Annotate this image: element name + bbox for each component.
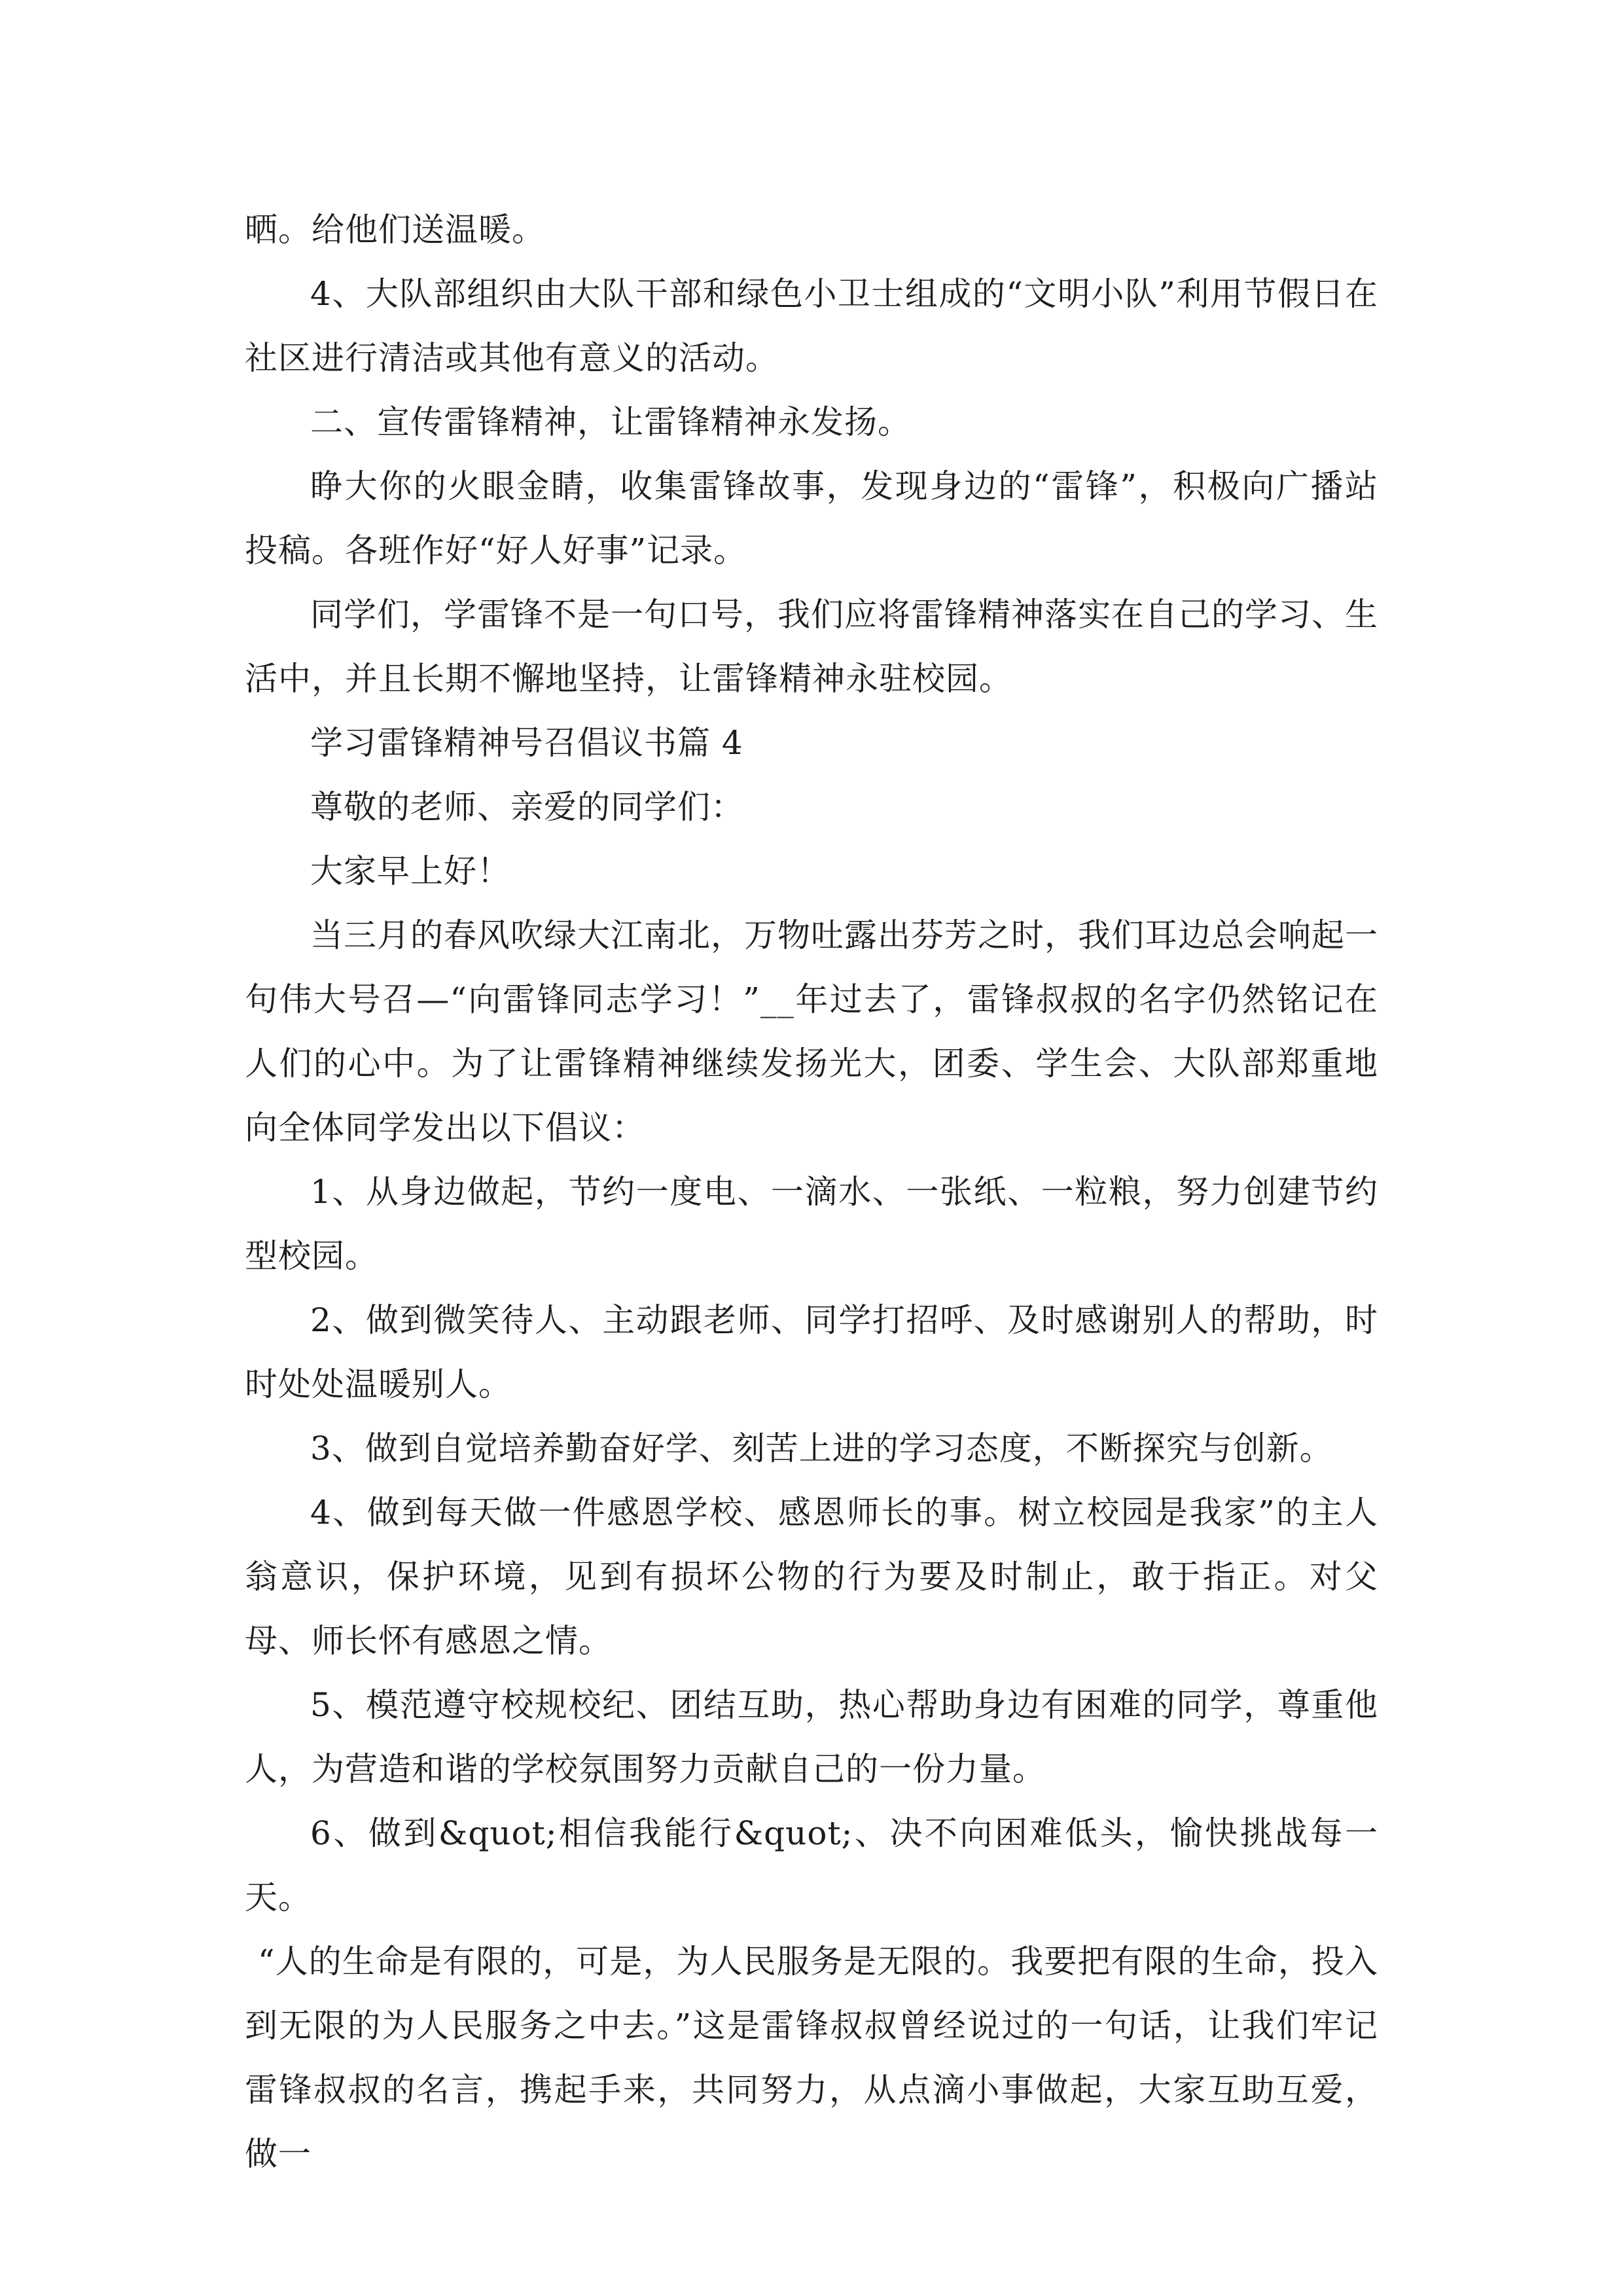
proposal-item-1: 1、从身边做起，节约一度电、一滴水、一张纸、一粒粮，努力创建节约型校园。 (245, 1173, 1378, 1275)
article-title-part-4: 学习雷锋精神号召倡议书篇 4 (310, 724, 743, 762)
paragraph-lei-feng-quote: “人的生命是有限的，可是，为人民服务是无限的。我要把有限的生命，投入到无限的为人民服务之中去。”这是雷锋叔叔曾经说过的一句话，让我们牢记雷锋叔叔的名言，携起手来，共同努力，从点滴小事做起，大家互助互爱，做一 (245, 1943, 1378, 2173)
proposal-item-3: 3、做到自觉培养勤奋好学、刻苦上进的学习态度，不断探究与创新。 (310, 1429, 1333, 1467)
proposal-item-5: 5、模范遵守校规校纪、团结互助，热心帮助身边有困难的同学，尊重他人，为营造和谐的学校氛围努力贡献自己的一份力量。 (245, 1686, 1378, 1788)
section-heading-promote-spirit: 二、宣传雷锋精神，让雷锋精神永发扬。 (310, 403, 911, 441)
paragraph-classmates-slogan: 同学们，学雷锋不是一句口号，我们应将雷锋精神落实在自己的学习、生活中，并且长期不懈地坚持，让雷锋精神永驻校园。 (245, 596, 1378, 698)
paragraph-continuation: 晒。给他们送温暖。 (245, 211, 545, 249)
paragraph-spring-call: 当三月的春风吹绿大江南北，万物吐露出芬芳之时，我们耳边总会响起一句伟大号召—“向雷锋同志学习！”__年过去了，雷锋叔叔的名字仍然铭记在人们的心中。为了让雷锋精神继续发扬光大，团委、学生会、大队部郑重地向全体同学发出以下倡议： (245, 916, 1378, 1147)
proposal-item-4: 4、做到每天做一件感恩学校、感恩师长的事。树立校园是我家”的主人翁意识，保护环境，见到有损坏公物的行为要及时制止，敢于指正。对父母、师长怀有感恩之情。 (245, 1494, 1378, 1660)
paragraph-collect-stories: 睁大你的火眼金睛，收集雷锋故事，发现身边的“雷锋”，积极向广播站投稿。各班作好“好人好事”记录。 (245, 467, 1378, 569)
paragraph-item-4-civilized-team: 4、大队部组织由大队干部和绿色小卫士组成的“文明小队”利用节假日在社区进行清洁或其他有意义的活动。 (245, 275, 1378, 377)
salutation: 尊敬的老师、亲爱的同学们： (310, 788, 744, 826)
greeting: 大家早上好！ (310, 852, 510, 890)
document-body (245, 198, 1378, 2186)
proposal-item-6: 6、做到&quot;相信我能行&quot;、决不向困难低头，愉快挑战每一天。 (245, 1814, 1378, 1916)
proposal-item-2: 2、做到微笑待人、主动跟老师、同学打招呼、及时感谢别人的帮助，时时处处温暖别人。 (245, 1301, 1378, 1403)
